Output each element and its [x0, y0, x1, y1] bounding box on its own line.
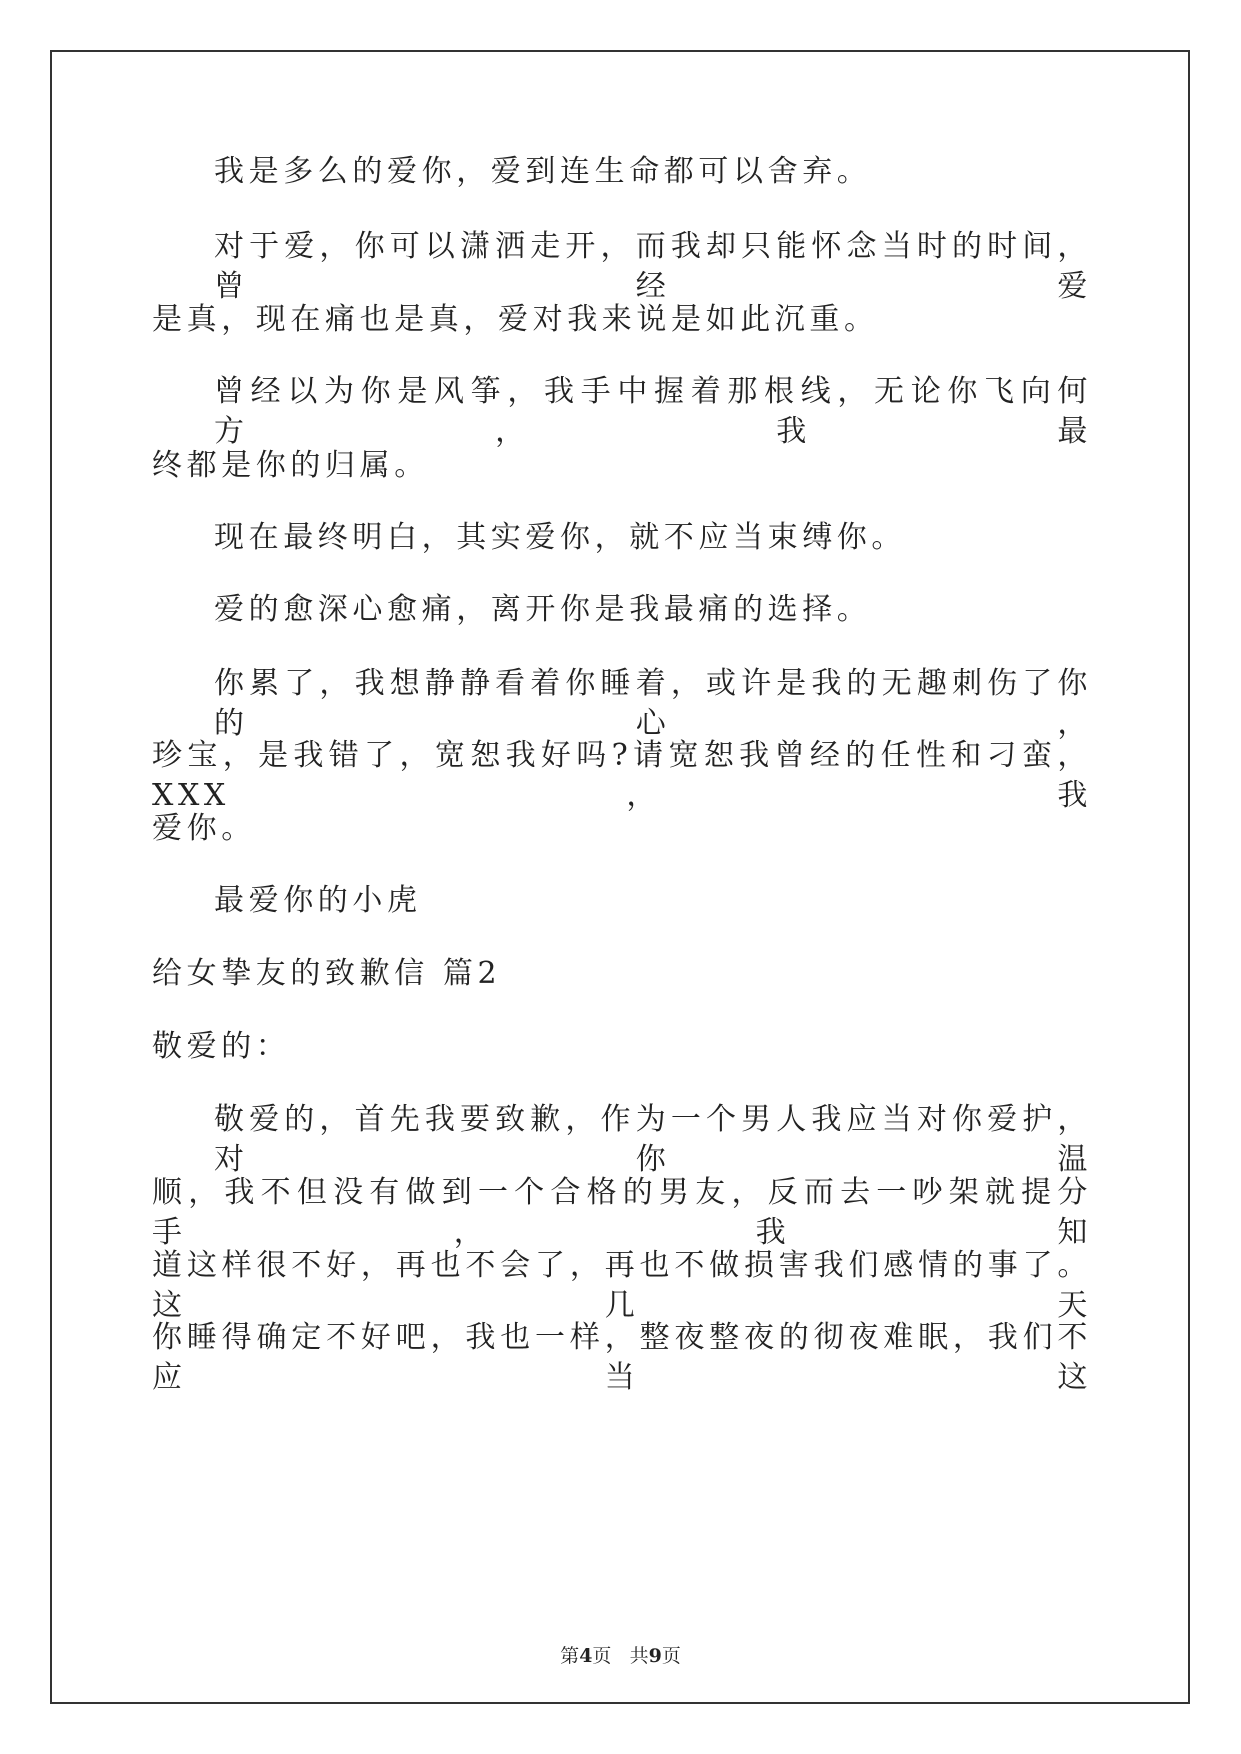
- paragraph-line: 顺，我不但没有做到一个合格的男友，反而去一吵架就提分手，我知: [152, 1175, 1092, 1250]
- footer-total-suffix: 页: [661, 1645, 681, 1667]
- page-footer: [0, 1644, 1241, 1668]
- footer-total-prefix: 共: [629, 1645, 649, 1667]
- paragraph-line: 对于爱，你可以潇洒走开，而我却只能怀念当时的时间，曾经爱: [214, 229, 1092, 304]
- paragraph-line: 我是多么的爱你，爱到连生命都可以舍弃。: [214, 154, 872, 189]
- paragraph-line: 是真，现在痛也是真，爱对我来说是如此沉重。: [152, 302, 879, 337]
- footer-prefix: 第: [560, 1645, 580, 1667]
- paragraph-line: 爱你。: [152, 811, 256, 846]
- paragraph-line: 珍宝，是我错了，宽恕我好吗?请宽恕我曾经的任性和刁蛮，XXX，我: [152, 738, 1092, 813]
- paragraph-line: 道这样很不好，再也不会了，再也不做损害我们感情的事了。这几天: [152, 1248, 1092, 1323]
- paragraph-line: 终都是你的归属。: [152, 448, 429, 483]
- footer-total-pages: 9: [648, 1645, 662, 1667]
- footer-page-suffix: 页: [592, 1645, 612, 1667]
- salutation: 敬爱的：: [152, 1029, 291, 1064]
- signature: 最爱你的小虎: [214, 883, 422, 918]
- paragraph-line: 现在最终明白，其实爱你，就不应当束缚你。: [214, 520, 906, 555]
- paragraph-line: 爱的愈深心愈痛，离开你是我最痛的选择。: [214, 592, 872, 627]
- paragraph-line: 曾经以为你是风筝，我手中握着那根线，无论你飞向何方，我最: [214, 374, 1092, 449]
- paragraph-line: 你累了，我想静静看着你睡着，或许是我的无趣刺伤了你的心，: [214, 666, 1092, 741]
- paragraph-line: 敬爱的，首先我要致歉，作为一个男人我应当对你爱护，对你温: [214, 1102, 1092, 1177]
- paragraph-line: 你睡得确定不好吧，我也一样，整夜整夜的彻夜难眠，我们不应当这: [152, 1320, 1092, 1395]
- footer-page-number: 4: [579, 1645, 593, 1667]
- section-heading: 给女挚友的致歉信 篇2: [152, 956, 502, 991]
